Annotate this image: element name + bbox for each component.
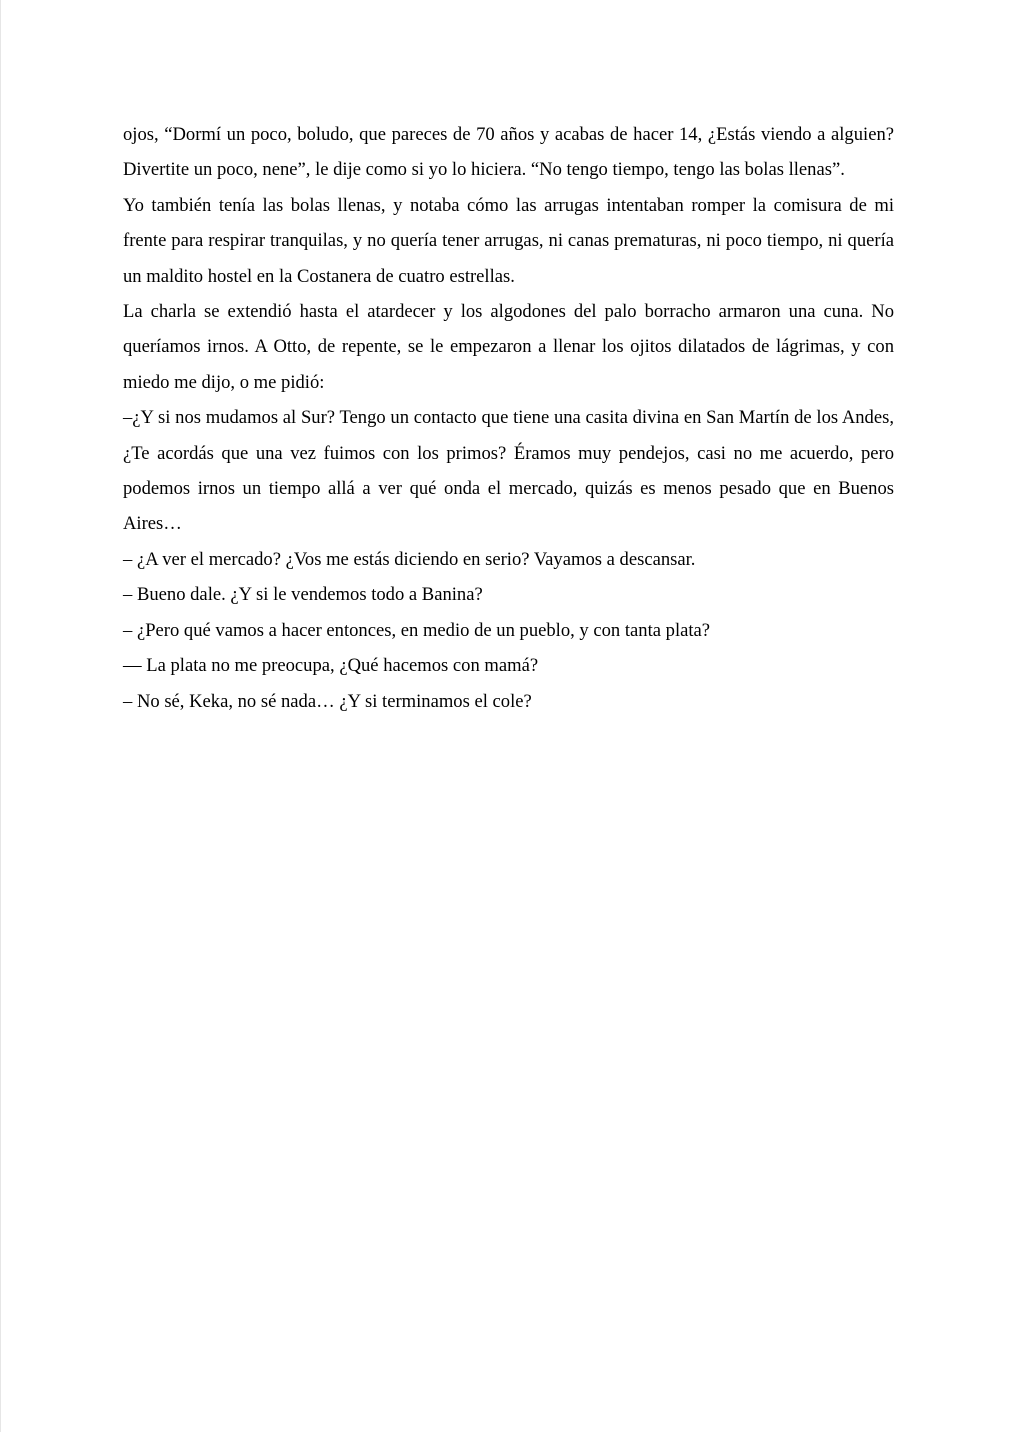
- dialogue-line-4: — La plata no me preocupa, ¿Qué hacemos con mamá?: [123, 655, 539, 677]
- dialogue-line-2: – Bueno dale. ¿Y si le vendemos todo a Banina?: [123, 584, 483, 606]
- paragraph-4: –¿Y si nos mudamos al Sur? Tengo un contacto que tiene una casita divina en San Martín de los Andes, ¿Te acordás que una vez fuimos con los primos? Éramos muy pendejos, casi no me acuerdo, pero podemos irnos un tiempo allá a ver qué onda el mercado, quizás es menos pesado que en Buenos Aires…: [123, 407, 894, 535]
- paragraph-3: La charla se extendió hasta el atardecer y los algodones del palo borracho armaron una cuna. No queríamos irnos. A Otto, de repente, se le empezaron a llenar los ojitos dilatados de lágrimas, y con miedo me dijo, o me pidió:: [123, 301, 894, 393]
- dialogue-line-1: – ¿A ver el mercado? ¿Vos me estás diciendo en serio? Vayamos a descansar.: [123, 548, 696, 570]
- dialogue-line-3: – ¿Pero qué vamos a hacer entonces, en medio de un pueblo, y con tanta plata?: [123, 619, 711, 641]
- dialogue-line-5: – No sé, Keka, no sé nada… ¿Y si terminamos el cole?: [123, 690, 532, 712]
- paragraph-2: Yo también tenía las bolas llenas, y notaba cómo las arrugas intentaban romper la comisura de mi frente para respirar tranquilas, y no quería tener arrugas, ni canas prematuras, ni poco tiempo, ni quería un maldito hostel en la Costanera de cuatro estrellas.: [123, 194, 894, 287]
- paragraph-1: ojos, “Dormí un poco, boludo, que pareces de 70 años y acabas de hacer 14, ¿Estás viendo a alguien? Divertite un poco, nene”, le dije como si yo lo hiciera. “No tengo tiempo, tengo las bolas llenas”.: [123, 124, 894, 181]
- document-body: [123, 117, 894, 719]
